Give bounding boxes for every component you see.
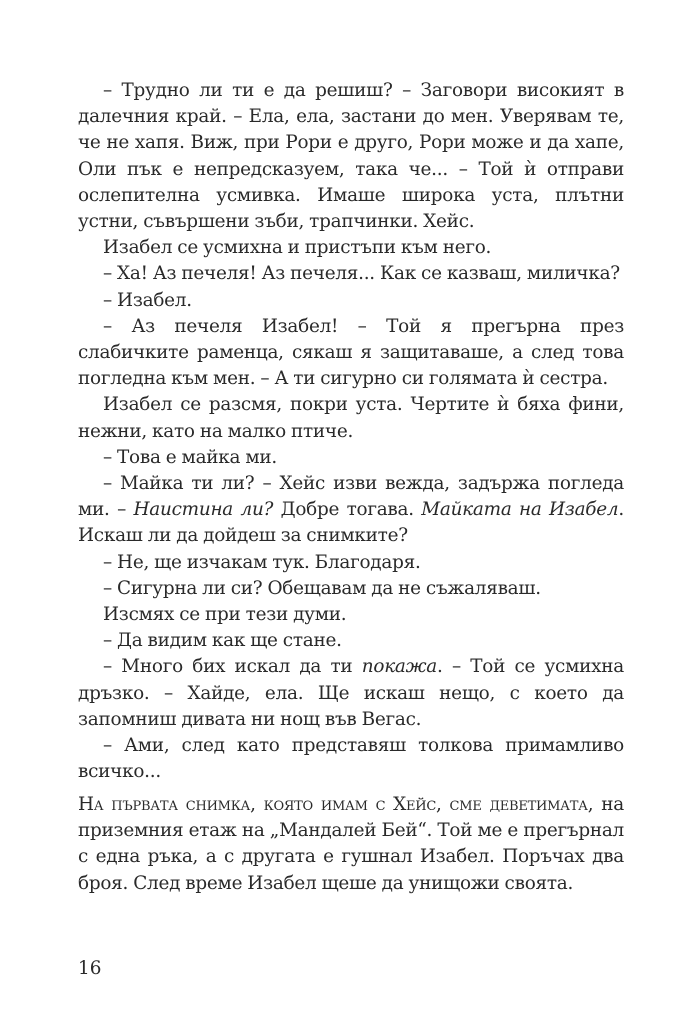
paragraph: – Ами, след като представяш толкова примамливо всичко... <box>78 735 624 783</box>
small-caps-lead: На първата снимка, която имам с Хейс, сме деветимата, <box>78 794 594 815</box>
paragraph: – Да видим как ще стане. <box>103 630 342 652</box>
paragraph: – Трудно ли ти е да решиш? – Заговори високият в далечния край. – Ела, ела, застани до мен. Уверявам те, че не хапя. Виж, при Рори е друго, Рори може и да хапе, Оли пък е непредсказуем, така че... – Той ѝ отправи ослепителна усмивка. Имаше широка уста, плътни устни, съвършени зъби, трапчинки. Хейс. <box>78 80 624 233</box>
paragraph: – Аз печеля Изабел! – Той я прегърна през слабичките раменца, сякаш я защитаваше, а след това погледна към мен. – А ти сигурно си голямата ѝ сестра. <box>78 315 624 390</box>
italic-text: покажа <box>361 656 438 678</box>
paragraph <box>78 792 624 897</box>
paragraph: Изабел се разсмя, покри уста. Чертите ѝ бяха фини, нежни, като на малко птиче. <box>78 394 624 442</box>
text-run: на приземния етаж на „Мандалей Бей“. Той ме е прегърнал с една ръка, а с другата е гушнал Изабел. Поръчах два броя. След време Изабел щеше да унищожи своята. <box>78 794 624 894</box>
text-run: – Много бих искал да ти <box>103 656 362 678</box>
paragraph: Изабел се усмихна и пристъпи към него. <box>103 237 492 259</box>
paragraph: – Не, ще изчакам тук. Благодаря. <box>103 551 421 573</box>
paragraph: – Изабел. <box>103 289 192 311</box>
text-run: Добре тогава. <box>273 499 422 521</box>
text-run: . Искаш ли да дойдеш за снимките? <box>78 499 624 547</box>
paragraph: Изсмях се при тези думи. <box>103 604 347 626</box>
italic-text: Майката на Изабел <box>421 499 619 521</box>
chapter-body <box>78 78 624 785</box>
paragraph <box>78 654 624 733</box>
section-break-text <box>78 792 624 897</box>
paragraph <box>78 471 624 550</box>
paragraph: – Ха! Аз печеля! Аз печеля... Как се казваш, миличка? <box>103 263 620 285</box>
paragraph: – Сигурна ли си? Обещавам да не съжаляваш. <box>103 577 541 599</box>
page-number: 16 <box>78 958 102 979</box>
text-run: . – Той се усмихна дръзко. – Хайде, ела. Ще искаш нещо, с което да запомниш дивата ни нощ във Вегас. <box>78 656 625 730</box>
text-run: – Майка ти ли? – Хейс изви вежда, задържа погледа ми. – <box>78 473 624 521</box>
italic-text: Наистина ли? <box>133 499 274 521</box>
paragraph: – Това е майка ми. <box>103 446 278 468</box>
